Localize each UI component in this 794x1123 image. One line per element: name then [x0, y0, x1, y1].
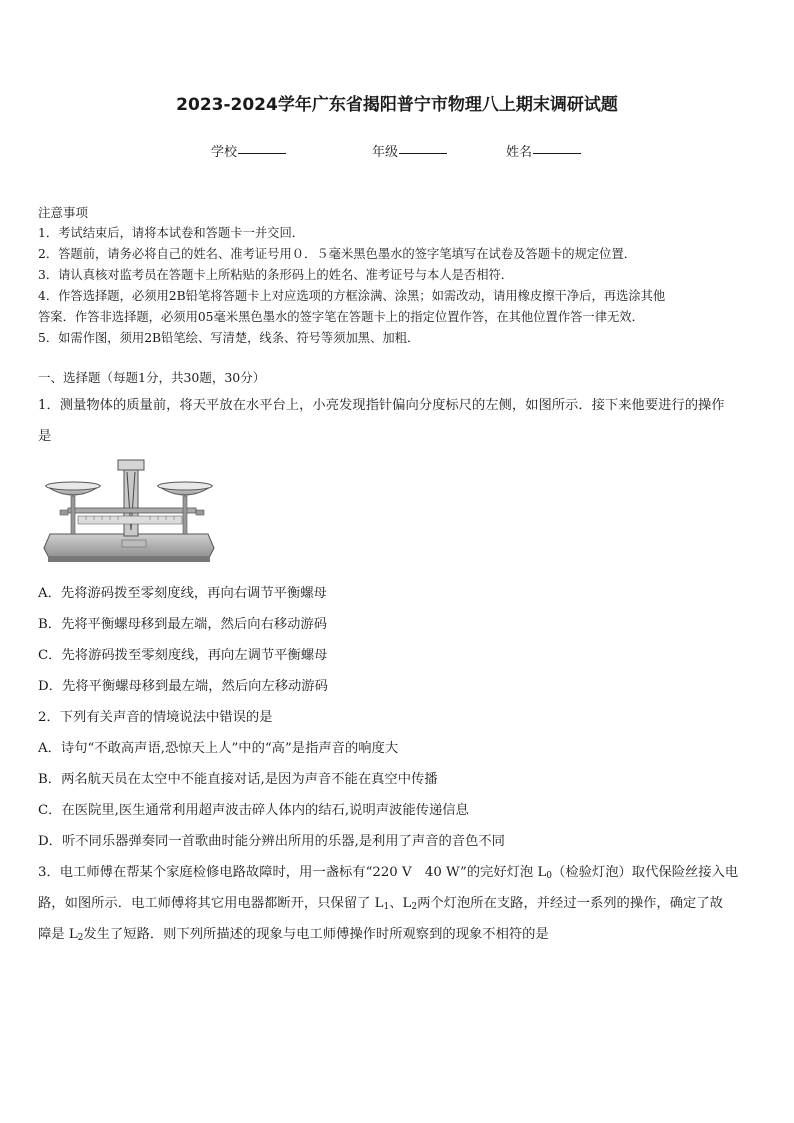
question-1-option-d: D．先将平衡螺母移到最左端，然后向左移动游码: [38, 679, 328, 694]
notes-item: 2．答题前，请务必将自己的姓名、准考证号用０．５毫米黑色墨水的签字笔填写在试卷及答题卡的规定位置．: [38, 247, 637, 261]
school-blank: [238, 141, 286, 154]
question-3-line: [38, 861, 738, 880]
name-field: [506, 141, 532, 160]
question-2-option-b: B．两名航天员在太空中不能直接对话,是因为声音不能在真空中传播: [38, 772, 438, 787]
notes-heading: 注意事项: [38, 205, 89, 220]
grade-field: [372, 141, 398, 160]
grade-label: 年级: [372, 145, 399, 160]
notes-item: 1．考试结束后，请将本试卷和答题卡一并交回．: [38, 226, 305, 240]
page-title: 2023-2024学年广东省揭阳普宁市物理八上期末调研试题: [176, 95, 618, 115]
q3-text: 障是 L: [38, 927, 78, 942]
q3-subscript: 0: [546, 871, 553, 881]
school-field: [211, 141, 237, 160]
balance-scale-figure: [38, 456, 220, 568]
question-2-option-a: A．诗句“不敢高声语,恐惊天上人”中的“高”是指声音的响度大: [38, 741, 399, 756]
q3-text: 、L: [389, 896, 412, 911]
name-label: 姓名: [506, 145, 533, 160]
q3-text: 两个灯泡所在支路，并经过一系列的操作，确定了故: [417, 896, 723, 911]
question-1-option-c: C．先将游码拨至零刻度线，再向左调节平衡螺母: [38, 648, 328, 663]
name-blank: [533, 141, 581, 154]
notes-item: 3．请认真核对监考员在答题卡上所粘贴的条形码上的姓名、准考证号与本人是否相符．: [38, 268, 514, 282]
question-1-stem: [38, 390, 760, 452]
question-3-line: [38, 923, 549, 942]
q3-subscript: 1: [383, 902, 390, 912]
notes-block: [38, 202, 758, 349]
question-2-option-d: D．听不同乐器弹奏同一首歌曲时能分辨出所用的乐器,是利用了声音的音色不同: [38, 834, 505, 849]
school-label: 学校: [211, 145, 238, 160]
question-1-option-b: B．先将平衡螺母移到最左端，然后向右移动游码: [38, 617, 328, 632]
question-1-line: 1．测量物体的质量前，将天平放在水平台上，小亮发现指针偏向分度标尺的左侧，如图所示．接下来他要进行的操作: [38, 398, 725, 413]
q3-text: 发生了短路．则下列所描述的现象与电工师傅操作时所观察到的现象不相符的是: [83, 927, 549, 942]
notes-item: 4．作答选择题，必须用2B铅笔将答题卡上对应选项的方框涂满、涂黑；如需改动，请用橡皮擦干净后，再选涂其他: [38, 289, 666, 303]
notes-item: 5．如需作图，须用2B铅笔绘、写清楚，线条、符号等须加黑、加粗．: [38, 331, 420, 345]
question-1-option-a: A．先将游码拨至零刻度线，再向右调节平衡螺母: [38, 586, 327, 601]
q3-text: 3．电工师傅在帮某个家庭检修电路故障时，用一盏标有“220 V 40 W”的完好灯泡 L: [38, 865, 547, 880]
notes-item: 答案．作答非选择题，必须用05毫米黑色墨水的签字笔在答题卡上的指定位置作答，在其他位置作答一律无效．: [38, 310, 644, 324]
section-heading: 一、选择题（每题1分，共30题，30分）: [38, 370, 266, 385]
question-2-option-c: C．在医院里,医生通常利用超声波击碎人体内的结石,说明声波能传递信息: [38, 803, 469, 818]
question-3-line: [38, 892, 723, 911]
grade-blank: [399, 141, 447, 154]
question-2-stem: 2．下列有关声音的情境说法中错误的是: [38, 710, 273, 725]
q3-text: （检验灯泡）取代保险丝接入电: [552, 865, 739, 880]
q3-subscript: 2: [77, 933, 84, 943]
question-1-line: 是: [38, 429, 52, 444]
q3-subscript: 2: [411, 902, 418, 912]
q3-text: 路，如图所示．电工师傅将其它用电器都断开，只保留了 L: [38, 896, 384, 911]
